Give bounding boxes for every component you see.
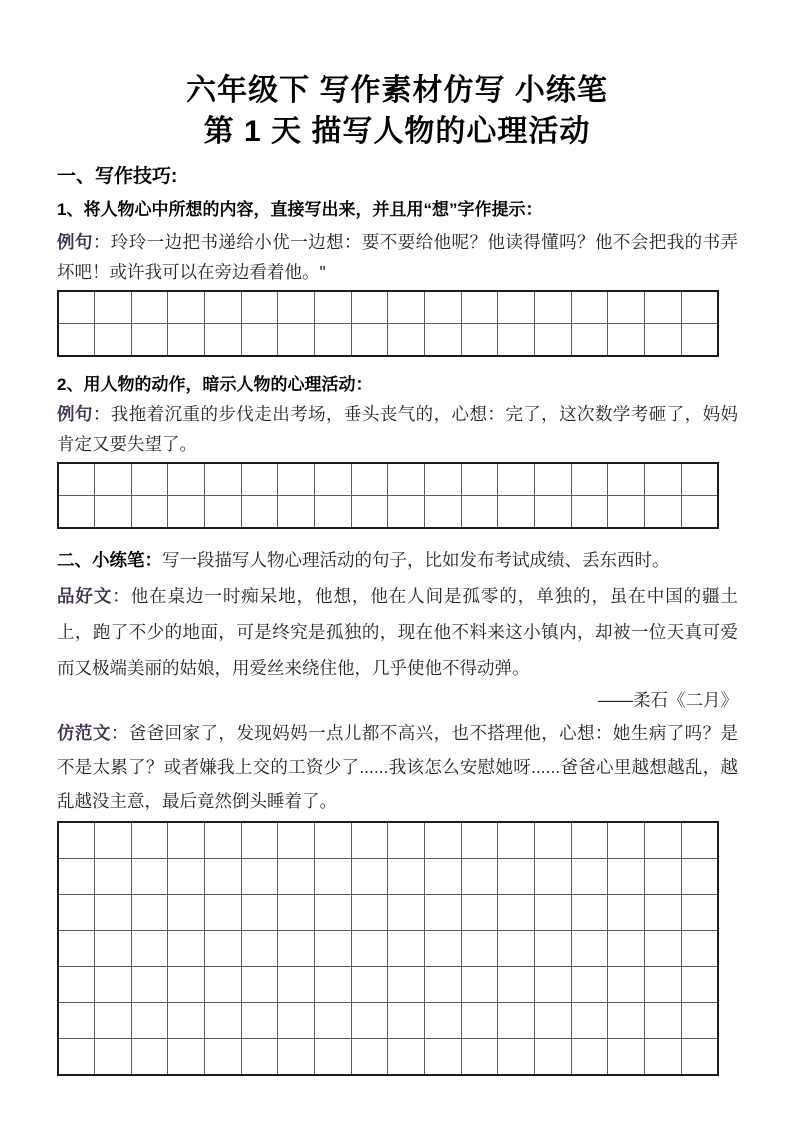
grid-cell: [58, 1039, 95, 1076]
grid-cell: [571, 1039, 608, 1076]
grid-cell: [241, 895, 278, 931]
practice-heading-label: 二、小练笔：: [57, 550, 162, 570]
grid-cell: [278, 859, 315, 895]
grid-cell: [241, 859, 278, 895]
grid-cell: [425, 1003, 462, 1039]
grid-cell: [681, 496, 718, 529]
grid-cell: [315, 822, 352, 859]
grid-cell: [315, 895, 352, 931]
grid-cell: [205, 291, 242, 324]
grid-cell: [498, 822, 535, 859]
grid-cell: [131, 291, 168, 324]
grid-cell: [241, 1003, 278, 1039]
grid-cell: [681, 463, 718, 496]
grid-cell: [58, 291, 95, 324]
tip-1-example-text: ：玲玲一边把书递给小优一边想：要不要给他呢？他读得懂吗？他不会把我的书弄坏吧！或许我可以在旁边看着他。": [57, 232, 739, 282]
grid-cell: [425, 463, 462, 496]
grid-row: [58, 1039, 718, 1076]
grid-cell: [388, 1039, 425, 1076]
imitation-text: ：爸爸回家了，发现妈妈一点儿都不高兴，也不搭理他，心想：她生病了吗？是不是太累了？或者嫌我上交的工资少了......我该怎么安慰她呀......爸爸心里越想越乱，越乱越没主意，最后竟然倒头睡着了。: [57, 723, 739, 811]
grid-cell: [351, 291, 388, 324]
grid-cell: [241, 463, 278, 496]
grid-cell: [681, 1039, 718, 1076]
grid-cell: [498, 496, 535, 529]
grid-cell: [571, 291, 608, 324]
grid-cell: [571, 1003, 608, 1039]
grid-cell: [131, 1039, 168, 1076]
grid-cell: [608, 1003, 645, 1039]
grid-cell: [535, 463, 572, 496]
grid-cell: [425, 931, 462, 967]
grid-cell: [278, 931, 315, 967]
grid-cell: [681, 324, 718, 357]
grid-cell: [351, 931, 388, 967]
grid-cell: [461, 324, 498, 357]
grid-cell: [58, 463, 95, 496]
grid-cell: [498, 931, 535, 967]
grid-cell: [498, 967, 535, 1003]
grid-cell: [461, 967, 498, 1003]
grid-cell: [351, 463, 388, 496]
grid-cell: [168, 931, 205, 967]
grid-cell: [608, 324, 645, 357]
grid-cell: [241, 496, 278, 529]
grid-cell: [608, 291, 645, 324]
grid-cell: [425, 967, 462, 1003]
grid-cell: [205, 1039, 242, 1076]
grid-cell: [535, 822, 572, 859]
grid-cell: [498, 859, 535, 895]
practice-heading-text: 写一段描写人物心理活动的句子，比如发布考试成绩、丢东西时。: [162, 550, 670, 570]
grid-cell: [388, 967, 425, 1003]
grid-cell: [351, 822, 388, 859]
grid-cell: [205, 895, 242, 931]
grid-cell: [315, 967, 352, 1003]
grid-cell: [58, 324, 95, 357]
grid-cell: [608, 931, 645, 967]
grid-cell: [388, 895, 425, 931]
grid-cell: [58, 496, 95, 529]
grid-cell: [645, 822, 682, 859]
grid-cell: [95, 324, 132, 357]
grid-cell: [571, 496, 608, 529]
grid-cell: [315, 291, 352, 324]
tip-2-heading: 2、用人物的动作，暗示人物的心理活动：: [57, 375, 373, 394]
grid-cell: [205, 496, 242, 529]
grid-cell: [241, 291, 278, 324]
grid-cell: [278, 1003, 315, 1039]
grid-cell: [241, 324, 278, 357]
grid-cell: [571, 859, 608, 895]
grid-cell: [315, 859, 352, 895]
grid-cell: [278, 463, 315, 496]
grid-cell: [535, 1003, 572, 1039]
grid-cell: [535, 931, 572, 967]
grid-cell: [278, 1039, 315, 1076]
grid-cell: [95, 859, 132, 895]
grid-row: [58, 291, 718, 324]
attribution-line: ——柔石《二月》: [598, 690, 738, 710]
grid-cell: [278, 324, 315, 357]
grid-cell: [315, 931, 352, 967]
grid-cell: [681, 895, 718, 931]
grid-cell: [168, 895, 205, 931]
tip-1-heading: 1、将人物心中所想的内容，直接写出来，并且用“想”字作提示：: [57, 200, 543, 219]
grid-cell: [168, 822, 205, 859]
tip-1-example-label: 例句: [57, 232, 93, 252]
grid-cell: [571, 463, 608, 496]
grid-cell: [461, 822, 498, 859]
grid-cell: [205, 931, 242, 967]
grid-cell: [315, 1039, 352, 1076]
imitation-label: 仿范文: [57, 723, 111, 743]
imitation-paragraph: [57, 716, 738, 818]
grid-cell: [461, 1039, 498, 1076]
grid-cell: [205, 1003, 242, 1039]
grid-cell: [241, 931, 278, 967]
grid-cell: [168, 496, 205, 529]
grid-cell: [571, 324, 608, 357]
grid-cell: [645, 1039, 682, 1076]
grid-cell: [608, 859, 645, 895]
grid-cell: [58, 967, 95, 1003]
page-title-line1: 六年级下 写作素材仿写 小练笔: [186, 74, 608, 107]
grid-cell: [645, 895, 682, 931]
grid-cell: [425, 1039, 462, 1076]
grid-cell: [425, 895, 462, 931]
grid-row: [58, 324, 718, 357]
grid-cell: [498, 1039, 535, 1076]
grid-cell: [681, 1003, 718, 1039]
grid-row: [58, 822, 718, 859]
grid-cell: [681, 931, 718, 967]
grid-cell: [388, 496, 425, 529]
page-title-line2: 第 1 天 描写人物的心理活动: [203, 115, 591, 148]
grid-cell: [571, 822, 608, 859]
grid-cell: [95, 1039, 132, 1076]
tip-2-example-label: 例句: [57, 404, 93, 424]
grid-cell: [315, 496, 352, 529]
grid-cell: [498, 463, 535, 496]
grid-cell: [351, 895, 388, 931]
grid-cell: [388, 931, 425, 967]
grid-cell: [571, 895, 608, 931]
grid-cell: [608, 1039, 645, 1076]
grid-cell: [645, 859, 682, 895]
grid-cell: [241, 822, 278, 859]
grid-cell: [535, 324, 572, 357]
grid-cell: [645, 324, 682, 357]
grid-cell: [425, 324, 462, 357]
grid-cell: [498, 895, 535, 931]
grid-cell: [95, 822, 132, 859]
good-example-paragraph: [57, 578, 738, 686]
grid-cell: [681, 291, 718, 324]
grid-cell: [425, 496, 462, 529]
grid-cell: [241, 967, 278, 1003]
grid-cell: [131, 463, 168, 496]
good-example-label: 品好文: [57, 586, 113, 606]
grid-cell: [241, 1039, 278, 1076]
grid-cell: [461, 859, 498, 895]
grid-cell: [535, 895, 572, 931]
grid-cell: [645, 1003, 682, 1039]
grid-cell: [425, 291, 462, 324]
grid-cell: [535, 291, 572, 324]
grid-cell: [131, 859, 168, 895]
tip-2-example-text: ：我拖着沉重的步伐走出考场，垂头丧气的，心想：完了，这次数学考砸了，妈妈肯定又要失望了。: [57, 404, 739, 454]
writing-grid-main: [57, 821, 719, 1076]
grid-cell: [315, 1003, 352, 1039]
grid-cell: [608, 895, 645, 931]
grid-cell: [461, 291, 498, 324]
grid-cell: [351, 324, 388, 357]
grid-cell: [205, 967, 242, 1003]
grid-cell: [131, 931, 168, 967]
grid-cell: [608, 822, 645, 859]
grid-cell: [95, 496, 132, 529]
writing-grid-1: [57, 290, 719, 357]
grid-cell: [131, 496, 168, 529]
grid-cell: [425, 859, 462, 895]
grid-cell: [351, 1003, 388, 1039]
grid-cell: [131, 822, 168, 859]
grid-cell: [645, 463, 682, 496]
grid-cell: [681, 822, 718, 859]
grid-row: [58, 1003, 718, 1039]
grid-cell: [461, 931, 498, 967]
grid-cell: [425, 822, 462, 859]
grid-cell: [388, 463, 425, 496]
writing-grid-2: [57, 462, 719, 529]
grid-cell: [58, 859, 95, 895]
tip-2-example-paragraph: [57, 399, 738, 459]
grid-cell: [278, 291, 315, 324]
grid-row: [58, 895, 718, 931]
grid-cell: [168, 859, 205, 895]
grid-cell: [645, 291, 682, 324]
grid-cell: [95, 291, 132, 324]
grid-cell: [498, 1003, 535, 1039]
grid-cell: [461, 496, 498, 529]
grid-cell: [168, 1039, 205, 1076]
grid-cell: [461, 463, 498, 496]
grid-cell: [608, 967, 645, 1003]
good-example-text: ：他在桌边一时痴呆地，他想，他在人间是孤零的，单独的，虽在中国的疆土上，跑了不少的地面，可是终究是孤独的，现在他不料来这小镇内，却被一位天真可爱而又极端美丽的姑娘，用爱丝来绕住他，几乎使他不得动弹。: [57, 586, 739, 678]
grid-cell: [571, 931, 608, 967]
grid-cell: [95, 1003, 132, 1039]
grid-cell: [498, 291, 535, 324]
grid-cell: [498, 324, 535, 357]
grid-cell: [131, 895, 168, 931]
grid-cell: [645, 496, 682, 529]
grid-cell: [571, 967, 608, 1003]
practice-heading-line: [57, 547, 738, 573]
grid-cell: [315, 324, 352, 357]
grid-cell: [461, 1003, 498, 1039]
grid-cell: [95, 895, 132, 931]
grid-cell: [131, 967, 168, 1003]
grid-cell: [645, 967, 682, 1003]
grid-cell: [278, 895, 315, 931]
tip-1-example-paragraph: [57, 227, 738, 287]
grid-cell: [351, 967, 388, 1003]
worksheet-content: [57, 164, 738, 1076]
grid-cell: [645, 931, 682, 967]
grid-cell: [681, 967, 718, 1003]
grid-cell: [608, 463, 645, 496]
grid-cell: [388, 291, 425, 324]
grid-cell: [388, 822, 425, 859]
grid-cell: [95, 967, 132, 1003]
grid-cell: [131, 1003, 168, 1039]
grid-row: [58, 496, 718, 529]
grid-cell: [535, 1039, 572, 1076]
grid-cell: [351, 859, 388, 895]
grid-cell: [168, 291, 205, 324]
grid-cell: [681, 859, 718, 895]
grid-cell: [351, 496, 388, 529]
grid-cell: [58, 931, 95, 967]
grid-cell: [535, 859, 572, 895]
grid-cell: [461, 895, 498, 931]
grid-cell: [95, 463, 132, 496]
grid-row: [58, 859, 718, 895]
grid-row: [58, 967, 718, 1003]
grid-cell: [351, 1039, 388, 1076]
grid-cell: [535, 967, 572, 1003]
grid-cell: [168, 1003, 205, 1039]
grid-cell: [388, 1003, 425, 1039]
grid-cell: [168, 967, 205, 1003]
grid-cell: [131, 324, 168, 357]
grid-row: [58, 931, 718, 967]
grid-cell: [168, 463, 205, 496]
grid-cell: [58, 1003, 95, 1039]
grid-cell: [205, 822, 242, 859]
grid-cell: [168, 324, 205, 357]
grid-cell: [205, 463, 242, 496]
grid-row: [58, 463, 718, 496]
grid-cell: [58, 895, 95, 931]
grid-cell: [278, 496, 315, 529]
section-skills-heading: 一、写作技巧:: [57, 166, 178, 187]
grid-cell: [608, 496, 645, 529]
grid-cell: [278, 822, 315, 859]
grid-cell: [278, 967, 315, 1003]
grid-cell: [315, 463, 352, 496]
grid-cell: [205, 859, 242, 895]
grid-cell: [535, 496, 572, 529]
grid-cell: [388, 859, 425, 895]
grid-cell: [58, 822, 95, 859]
grid-cell: [388, 324, 425, 357]
grid-cell: [95, 931, 132, 967]
grid-cell: [205, 324, 242, 357]
